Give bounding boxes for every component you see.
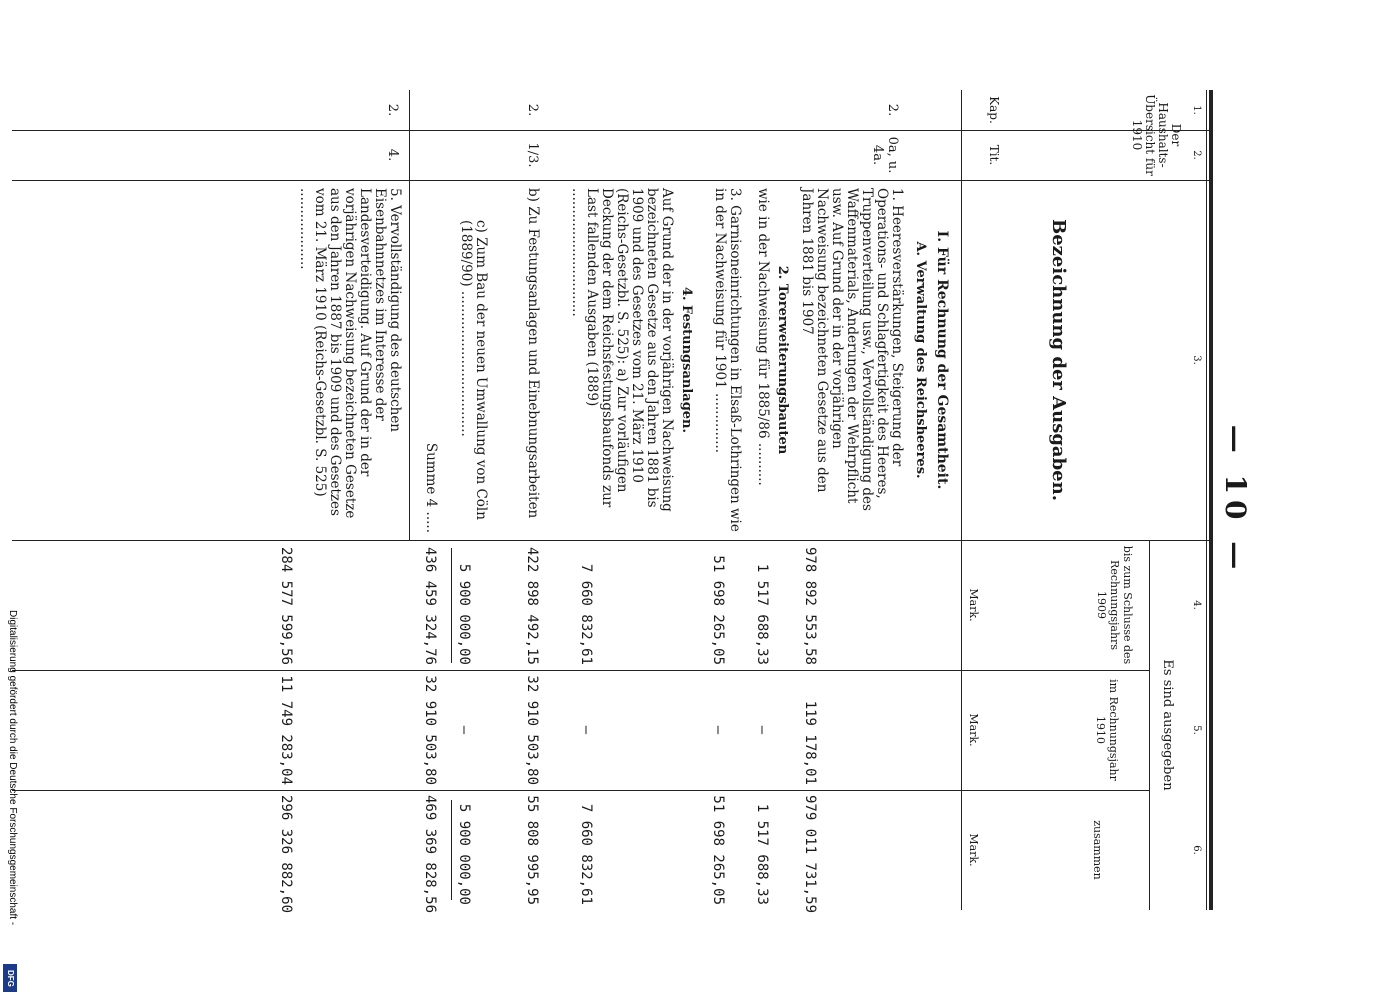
row6-c5: — [456, 725, 472, 735]
row7-c6: 469 369 828,56 [422, 795, 438, 914]
colnum-4: 4. [1191, 600, 1202, 610]
row1-kap: 2. [885, 103, 900, 117]
row4-c5: — [578, 725, 594, 735]
row6-text: c) Zum Bau der neuen Umwallung von Cöln (1889/90) .................................. [458, 220, 489, 520]
row3-c4: 51 698 265,05 [710, 555, 726, 665]
row8-kap: 2. [385, 103, 400, 117]
section-title: I. Für Rechnung der Gesamtheit. [934, 230, 950, 490]
header-kap: Kap. [987, 96, 1001, 124]
table-top-rule-thin [1206, 90, 1207, 910]
row8-tit: 4. [385, 148, 400, 162]
col-sep-2 [12, 180, 1212, 181]
dfg-logo: DFG [3, 964, 17, 992]
row4-c6: 7 660 832,61 [578, 803, 594, 905]
header-haushalts: Der Haushalts-Übersicht für 1910 [1130, 94, 1183, 176]
row8-top-rule [409, 90, 410, 540]
row8-c6: 296 326 882,60 [278, 795, 294, 914]
row8-text: 5. Vervollständigung des deutschen Eisenbahnnetzes im Interesse der Landesverteidigung. Auf Grund der in der vorjährigen Nachweisung bezeichneten Gesetze aus den Jahren 1887 bis 1909 und des Gesetzes vom 21. März 1910 (Reichs-Gesetzbl. S. 525) ................... [297, 188, 403, 519]
sum-rule-c6 [451, 800, 452, 900]
row2-c5: — [754, 725, 770, 735]
row3-text: 3. Garnisoneinrichtungen in Elsaß-Lothringen wie in der Nachweisung für 1901 .............. [712, 188, 743, 532]
es-sind-rule [1149, 540, 1150, 910]
colnum-5: 5. [1191, 725, 1202, 735]
row5-c6: 55 808 995,95 [524, 795, 540, 905]
page-number: — 10 — [1219, 424, 1252, 576]
col-sep-1 [12, 130, 1212, 131]
header-col6: zusammen [1091, 820, 1104, 880]
unit-col4: Mark. [967, 588, 980, 622]
row1-c5: 119 178,01 [802, 700, 818, 785]
sum-rule-c4 [451, 548, 452, 663]
row3-c6: 51 698 265,05 [710, 795, 726, 905]
row6-c4: 5 900 000,00 [456, 563, 472, 665]
col-sep-3 [12, 540, 1212, 541]
row7-c5: 32 910 503,80 [422, 675, 438, 785]
header-tit: Tit. [987, 144, 1001, 166]
row7-text: Summe 4 ..... [423, 442, 439, 533]
colnum-6: 6. [1191, 845, 1202, 855]
colnum-3: 3. [1191, 355, 1202, 365]
row7-c4: 436 459 324,76 [422, 546, 438, 665]
row2-heading: 2. Torerweiterungsbauten [775, 265, 790, 455]
row4-text: Auf Grund der in der vorjährigen Nachweisung bezeichneten Gesetze aus den Jahren 1881 bis 1909 und des Gesetzes vom 21. März 1910 (Reichs-Gesetzbl. S. 525): a) Zur vorläufigen Deckung der dem Reichsfestungsbaufonds zur Last fallenden Ausgaben (1889) .............................. [569, 188, 675, 512]
colnum-2: 2. [1191, 150, 1202, 160]
row5-text: b) Zu Festungsanlagen und Einebnungsarbeiten [525, 188, 541, 519]
unit-col5: Mark. [967, 713, 980, 747]
header-es-sind: Es sind ausgegeben [1160, 659, 1175, 791]
row4-c4: 7 660 832,61 [578, 563, 594, 665]
row3-c5: — [710, 725, 726, 735]
section-subtitle: A. Verwaltung des Reichsheeres. [913, 241, 928, 479]
row1-c4: 978 892 553,58 [802, 546, 818, 665]
row6-c6: 5 900 000,00 [456, 803, 472, 905]
colnum-1: 1. [1191, 105, 1202, 115]
header-col4: bis zum Schlusse des Rechnungsjahrs 1909 [1095, 545, 1134, 665]
header-bottom-rule [961, 90, 962, 910]
row2-c6: 1 517 688,33 [754, 803, 770, 905]
row8-c5: 11 749 283,04 [278, 675, 294, 785]
row1-tit: 0a, u. 4a. [870, 136, 900, 174]
row5-kap: 2. [525, 103, 540, 117]
row5-c5: 32 910 503,80 [524, 675, 540, 785]
row1-text: 1. Heeresverstärkungen, Steigerung der Operations- und Schlagfertigkeit des Heeres, Truppenverteilung usw., Vervollständigung des Waffenmaterials, Änderungen der Wehrpflicht usw. Auf Grund der in der vorjährigen Nachweisung bezeichneten Gesetze aus den Jahren 1881 bis 1907 [799, 188, 905, 511]
credit-text: Digitalisierung gefördert durch die Deutsche Forschungsgemeinschaft - [7, 610, 18, 926]
header-bezeichnung: Bezeichnung der Ausgaben. [1048, 219, 1069, 501]
row4-heading: 4. Festungsanlagen. [679, 286, 694, 434]
row5-tit: 1/3. [525, 142, 540, 168]
digitization-credit [4, 610, 20, 990]
row1-c6: 979 011 731,59 [802, 795, 818, 914]
row8-c4: 284 577 599,56 [278, 546, 294, 665]
unit-col6: Mark. [967, 833, 980, 867]
header-col5: im Rechnungsjahr 1910 [1094, 679, 1120, 781]
table-top-rule [1209, 90, 1213, 910]
row2-c4: 1 517 688,33 [754, 563, 770, 665]
row5-c4: 422 898 492,15 [524, 546, 540, 665]
row2-text: wie in der Nachweisung für 1885/86 .......... [755, 188, 771, 486]
